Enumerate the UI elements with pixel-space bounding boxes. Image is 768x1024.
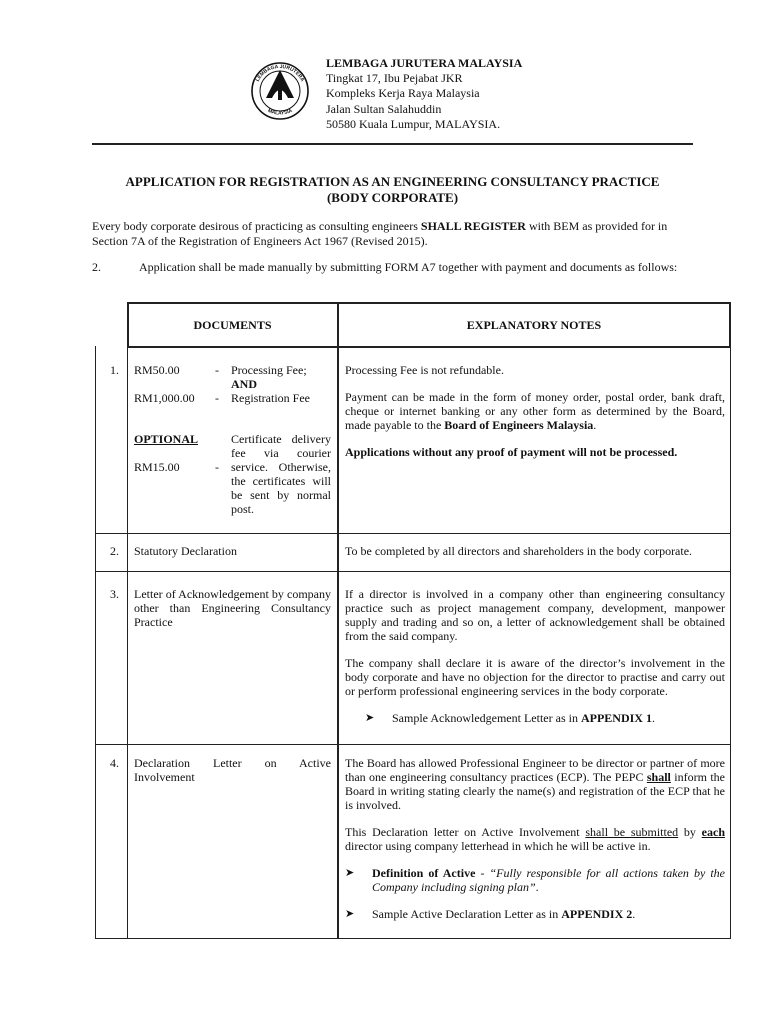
- row-4-documents: Declaration Letter on Active Involvement: [134, 756, 331, 784]
- bullet-text: Sample Acknowledgement Letter as in: [392, 711, 581, 725]
- definition-text: “Fully responsible for all actions taken by the Company including signing plan”: [372, 866, 725, 894]
- document-title: [92, 174, 693, 205]
- bullet-text: -: [475, 866, 490, 880]
- row-2-notes: To be completed by all directors and shareholders in the body corporate.: [345, 544, 693, 558]
- address-line: Kompleks Kerja Raya Malaysia: [326, 86, 480, 101]
- arrow-bullet-icon: ➤: [345, 867, 355, 879]
- intro-paragraph: [92, 219, 693, 248]
- note-text: [345, 825, 725, 853]
- table-rule: [127, 346, 731, 348]
- address-line: Jalan Sultan Salahuddin: [326, 101, 442, 116]
- arrow-bullet-icon: ➤: [365, 712, 375, 724]
- note-text: If a director is involved in a company other than engineering consultancy practice such as project management company, development, manpower supply and trading and so on, a letter of acknowledgement shall be obtained from the said company.: [345, 587, 725, 643]
- address-line: 50580 Kuala Lumpur, MALAYSIA.: [326, 116, 501, 131]
- logo-text-bottom: MALAYSIA: [266, 107, 294, 117]
- board-name: Board of Engineers Malaysia: [444, 418, 594, 432]
- paragraph-number: 2.: [92, 260, 101, 274]
- bullet-item: [345, 907, 725, 921]
- and-label: AND: [231, 377, 257, 391]
- title-line-1: APPLICATION FOR REGISTRATION AS AN ENGINEERING CONSULTANCY PRACTICE: [125, 174, 660, 189]
- note-text-part: .: [593, 418, 597, 432]
- row-3-documents: Letter of Acknowledgement by company other than Engineering Consultancy Practice: [134, 587, 331, 629]
- fee-label: Processing Fee;: [231, 363, 307, 377]
- note-text: The company shall declare it is aware of the director’s involvement in the body corporate and have no objection for the director to practise and carry out or perform professional engineering services in the body corporate.: [345, 656, 725, 698]
- row-1-documents: [134, 363, 332, 529]
- bullet-text: .: [651, 711, 655, 725]
- optional-label: OPTIONAL: [134, 432, 199, 446]
- bullet-text: .: [535, 880, 539, 894]
- note-text-part: director using company letterhead in which he will be active in.: [345, 839, 651, 853]
- table-rule: [127, 302, 731, 304]
- row-4-notes: [345, 756, 725, 921]
- table-rule: [95, 346, 96, 939]
- logo-text-top: LEMBAGA JURUTERA: [254, 63, 306, 83]
- table-rule: [730, 346, 731, 939]
- address-block: [326, 56, 522, 132]
- row-2-documents: Statutory Declaration: [134, 544, 237, 558]
- fee-amount: RM1,000.00: [134, 391, 195, 405]
- address-line: Tingkat 17, Ibu Pejabat JKR: [326, 71, 463, 86]
- fee-amount: RM15.00: [134, 460, 180, 474]
- note-text-part: by: [678, 825, 702, 839]
- note-text: [345, 756, 725, 812]
- row-3-notes: [345, 587, 725, 725]
- application-text: Application shall be made manually by submitting FORM A7 together with payment and documents as follows:: [139, 260, 678, 274]
- fee-label: Certificate delivery fee via courier service. Otherwise, the certificates will be sent by normal post.: [231, 432, 331, 516]
- note-text-part: Payment can be made in the form of money order, postal order, bank draft, cheque or internet banking or any other form as determined by the Board, made payable to the: [345, 390, 725, 432]
- note-text: Processing Fee is not refundable.: [345, 363, 504, 377]
- appendix-ref: APPENDIX 1: [580, 711, 652, 725]
- intro-text: with BEM as provided for in Section 7A of the Registration of Engineers Act 1967 (Revised 2015).: [92, 219, 668, 248]
- table-rule: [729, 302, 731, 347]
- table-rule: [337, 302, 339, 939]
- fee-label: Registration Fee: [231, 391, 310, 405]
- svg-text:MALAYSIA: [267, 108, 294, 117]
- table-rule: [95, 533, 731, 534]
- bullet-item: [345, 866, 725, 894]
- bullet-text: .: [632, 907, 636, 921]
- note-text: [345, 390, 725, 432]
- fee-dash: -: [215, 391, 219, 405]
- payment-warning: Applications without any proof of payment will not be processed.: [345, 445, 678, 459]
- documents-table: [95, 302, 731, 939]
- title-line-2: (BODY CORPORATE): [326, 189, 459, 205]
- column-header-notes: EXPLANATORY NOTES: [466, 318, 602, 332]
- table-rule: [95, 744, 731, 745]
- row-number: 3.: [110, 587, 119, 601]
- table-rule: [95, 938, 731, 939]
- shall-emphasis: shall: [646, 770, 671, 784]
- note-text-part: inform the Board in writing stating clearly the name(s) and registration of the ECP that he is involved.: [345, 770, 725, 812]
- appendix-ref: APPENDIX 2: [561, 907, 633, 921]
- note-text-part: This Declaration letter on Active Involvement: [345, 825, 586, 839]
- fee-amount: RM50.00: [134, 363, 180, 377]
- row-1-notes: [345, 363, 725, 459]
- intro-text: Every body corporate desirous of practicing as consulting engineers: [92, 219, 421, 233]
- org-name: LEMBAGA JURUTERA MALAYSIA: [326, 56, 523, 70]
- bem-logo: [246, 60, 314, 120]
- intro-emphasis: SHALL REGISTER: [420, 219, 526, 233]
- column-header-documents: DOCUMENTS: [193, 318, 272, 332]
- header-divider: [92, 143, 693, 145]
- shall-submit-emphasis: shall be submitted: [585, 825, 679, 839]
- note-text-part: The Board has allowed Professional Engineer to be director or partner of more than one engineering consultancy practices (ECP). The PEPC: [345, 756, 725, 784]
- bullet-item: [365, 711, 725, 725]
- table-rule: [127, 346, 128, 939]
- application-paragraph: [92, 260, 693, 275]
- definition-label: Definition of Active: [372, 866, 476, 880]
- fee-dash: -: [215, 363, 219, 377]
- row-number: 4.: [110, 756, 119, 770]
- arrow-bullet-icon: ➤: [345, 908, 355, 920]
- each-emphasis: each: [701, 825, 725, 839]
- bullet-text: Sample Active Declaration Letter as in: [372, 907, 562, 921]
- row-number: 2.: [110, 544, 119, 558]
- table-rule: [95, 571, 731, 572]
- fee-dash: -: [215, 460, 219, 474]
- row-number: 1.: [110, 363, 119, 377]
